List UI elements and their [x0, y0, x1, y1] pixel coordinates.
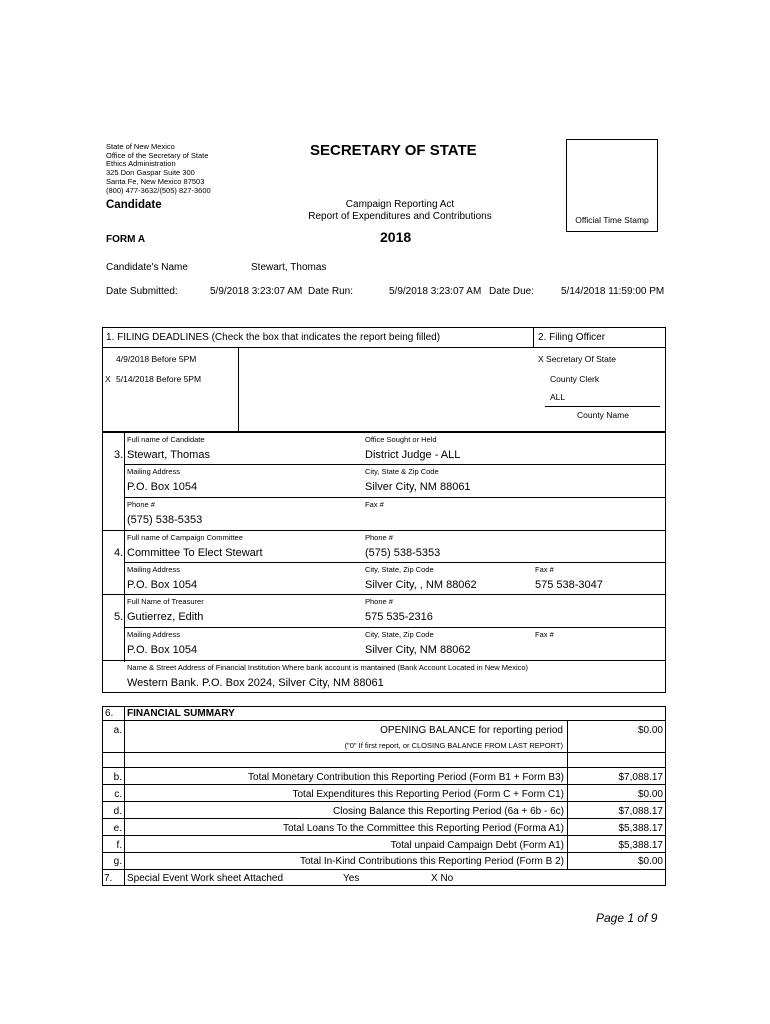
opening-balance-note: ("0" If first report, or CLOSING BALANCE FROM LAST REPORT) [344, 741, 563, 750]
section-5-number: 5. [114, 611, 124, 623]
summary-row-label: g. [113, 856, 122, 867]
committee-mailing-address: P.O. Box 1054 [127, 579, 198, 591]
candidate-mailing-address: P.O. Box 1054 [127, 481, 198, 493]
candidate-name-label: Candidate's Name [106, 262, 188, 273]
deadline-option-2[interactable]: 5/14/2018 Before 5PM [116, 374, 202, 384]
agency-address [106, 143, 211, 195]
county-name-label: County Name [577, 410, 629, 420]
treasurer-phone: 575 535-2316 [365, 611, 433, 623]
committee-mailing-label: Mailing Address [127, 565, 180, 574]
summary-row-value: $7,088.17 [618, 772, 663, 783]
act-title: Campaign Reporting Act [345, 199, 455, 210]
candidate-full-name: Stewart, Thomas [127, 449, 210, 461]
office-sought-label: Office Sought or Held [365, 435, 437, 444]
special-event-label: Special Event Work sheet Attached [127, 873, 284, 884]
date-submitted-value: 5/9/2018 3:23:07 AM [210, 286, 303, 297]
summary-row-text: Total unpaid Campaign Debt (Form A1) [390, 840, 564, 851]
opening-balance-value: $0.00 [637, 725, 663, 736]
committee-fax: 575 538-3047 [535, 579, 603, 591]
page-title: SECRETARY OF STATE [310, 142, 477, 159]
opening-balance-text: OPENING BALANCE for reporting period [380, 725, 563, 736]
summary-row-value: $5,388.17 [618, 840, 663, 851]
official-time-stamp-label: Official Time Stamp [575, 215, 649, 225]
financial-summary-title: FINANCIAL SUMMARY [127, 708, 235, 719]
summary-row-text: Closing Balance this Reporting Period (6a + 6b - 6c) [333, 806, 564, 817]
deadline-option-1[interactable]: 4/9/2018 Before 5PM [116, 354, 197, 364]
address-line: (800) 477-3632/(505) 827-3600 [106, 185, 211, 195]
candidate-name-value: Stewart, Thomas [251, 262, 327, 273]
committee-city-label: City, State, Zip Code [365, 565, 434, 574]
treasurer-mailing-label: Mailing Address [127, 630, 180, 639]
report-title: Report of Expenditures and Contributions [308, 211, 492, 222]
officer-county-clerk[interactable]: County Clerk [550, 374, 600, 384]
summary-row-value: $0.00 [637, 856, 663, 867]
treasurer-mailing-address: P.O. Box 1054 [127, 644, 198, 656]
committee-phone-label: Phone # [365, 533, 393, 542]
address-line: Santa Fe, New Mexico 87503 [106, 176, 205, 186]
candidate-fax-label: Fax # [365, 500, 384, 509]
section-4-number: 4. [114, 547, 124, 559]
officer-all[interactable]: ALL [550, 392, 566, 402]
filing-deadlines-header: 1. FILING DEADLINES (Check the box that indicates the report being filled) [106, 332, 441, 343]
deadline-check-mark: X [105, 374, 111, 384]
row-a-label: a. [113, 725, 122, 736]
treasurer-phone-label: Phone # [365, 597, 393, 606]
bank-label: Name & Street Address of Financial Institution Where bank account is mantained (Bank Account Located in New Mexico) [127, 663, 529, 672]
candidate-heading: Candidate [106, 199, 162, 211]
address-line: Ethics Administration [106, 159, 176, 169]
candidate-phone: (575) 538-5353 [127, 514, 203, 526]
summary-row-text: Total Loans To the Committee this Reporting Period (Forma A1) [282, 823, 564, 834]
summary-row-text: Total In-Kind Contributions this Reporting Period (Form B 2) [299, 856, 564, 867]
officer-secretary-of-state[interactable]: X Secretary Of State [538, 354, 616, 364]
candidate-phone-label: Phone # [127, 500, 155, 509]
date-run-label: Date Run: [308, 286, 354, 297]
report-year: 2018 [380, 229, 412, 245]
summary-row-value: $5,388.17 [618, 823, 663, 834]
form-label: FORM A [106, 234, 146, 245]
committee-city: Silver City, , NM 88062 [365, 579, 477, 591]
summary-row-value: $0.00 [637, 789, 663, 800]
treasurer-city: Silver City, NM 88062 [365, 644, 471, 656]
filing-officer-header: 2. Filing Officer [538, 332, 606, 343]
candidate-full-name-label: Full name of Candidate [127, 435, 205, 444]
special-event-yes[interactable]: Yes [343, 873, 360, 884]
summary-row-label: f. [116, 840, 122, 851]
candidate-city-label: City, State & Zip Code [365, 467, 439, 476]
address-line: State of New Mexico [106, 142, 175, 151]
summary-row-label: d. [113, 806, 122, 817]
treasurer-name-label: Full Name of Treasurer [127, 597, 204, 606]
committee-name-label: Full name of Campaign Committee [127, 533, 243, 542]
candidate-city: Silver City, NM 88061 [365, 481, 471, 493]
summary-row-label: b. [113, 772, 122, 783]
summary-row-label: e. [113, 823, 122, 834]
page-number: Page 1 of 9 [596, 911, 658, 925]
summary-row-label: c. [114, 789, 122, 800]
date-due-value: 5/14/2018 11:59:00 PM [561, 286, 665, 297]
date-submitted-label: Date Submitted: [106, 286, 178, 297]
treasurer-city-label: City, State, Zip Code [365, 630, 434, 639]
committee-phone: (575) 538-5353 [365, 547, 441, 559]
address-line: Office of the Secretary of State [106, 150, 209, 160]
treasurer-fax-label: Fax # [535, 630, 554, 639]
candidate-mailing-label: Mailing Address [127, 467, 180, 476]
special-event-no[interactable]: X No [431, 873, 454, 884]
section-3-number: 3. [114, 449, 124, 461]
address-line: 325 Don Gaspar Suite 300 [106, 168, 195, 178]
treasurer-name: Gutierrez, Edith [127, 611, 204, 623]
office-sought: District Judge - ALL [365, 449, 461, 461]
committee-name: Committee To Elect Stewart [127, 547, 263, 559]
date-run-value: 5/9/2018 3:23:07 AM [389, 286, 482, 297]
summary-row-value: $7,088.17 [618, 806, 663, 817]
date-due-label: Date Due: [489, 286, 535, 297]
section-6-number: 6. [105, 708, 114, 719]
bank-address: Western Bank. P.O. Box 2024, Silver City, NM 88061 [127, 677, 384, 689]
summary-row-text: Total Expenditures this Reporting Period (Form C + Form C1) [292, 789, 564, 800]
committee-fax-label: Fax # [535, 565, 554, 574]
section-7-number: 7. [104, 873, 113, 884]
summary-row-text: Total Monetary Contribution this Reporting Period (Form B1 + Form B3) [248, 772, 564, 783]
